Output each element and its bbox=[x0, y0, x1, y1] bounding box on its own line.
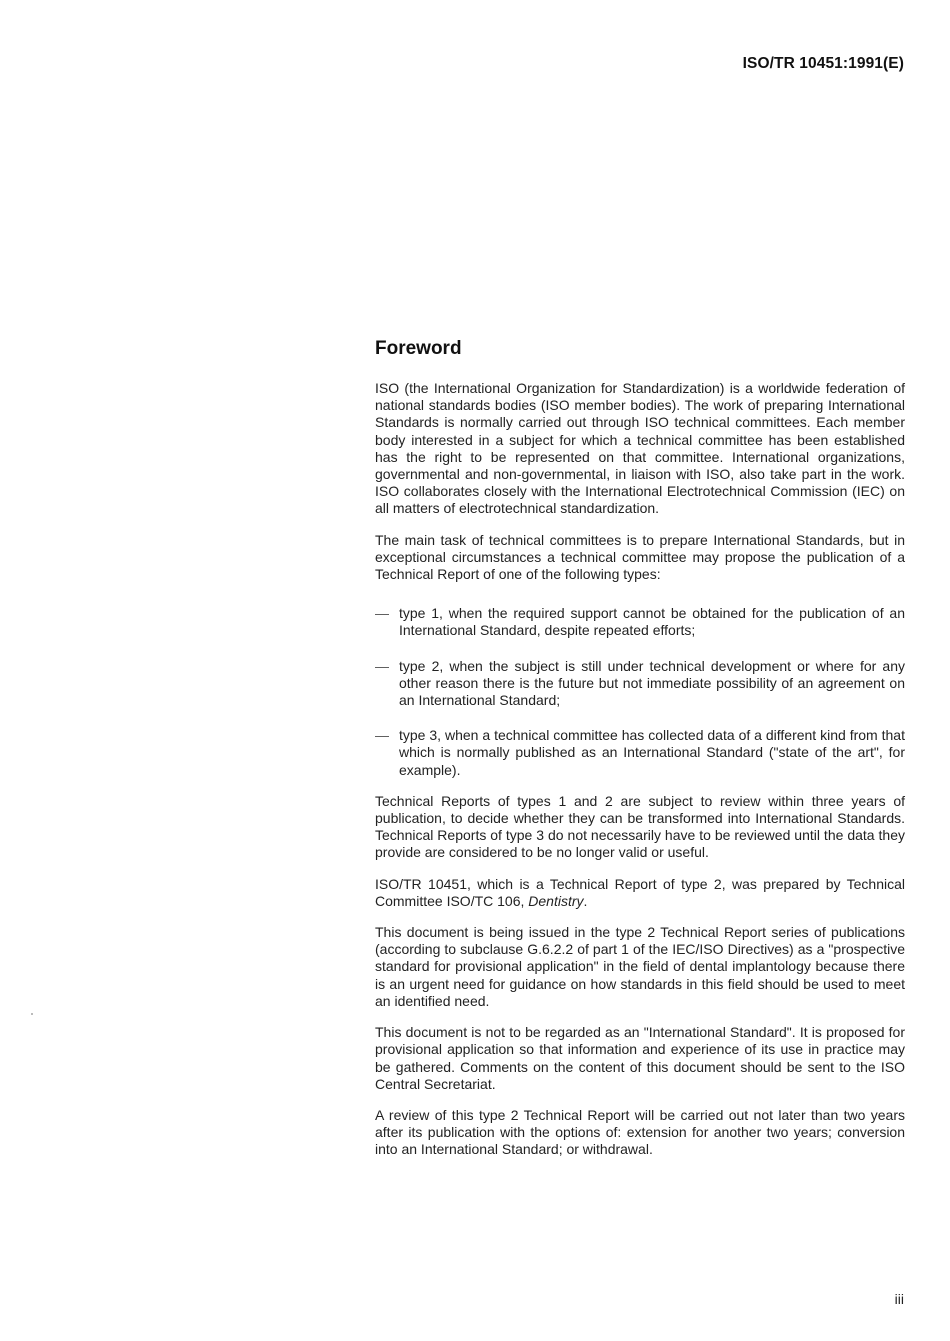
list-item-type-2 bbox=[375, 658, 905, 710]
scan-speck bbox=[31, 1013, 33, 1015]
page-number: iii bbox=[894, 1291, 904, 1307]
list-item-text: type 3, when a technical committee has collected data of a different kind from that which is normally published as an International Standard ("state of the art", for example). bbox=[399, 727, 905, 778]
paragraph-not-standard: This document is not to be regarded as an "International Standard". It is proposed for provisional application so that information and experience of its use in practice may be gathered. Comments on the content of this document should be sent to the ISO Central Secretariat. bbox=[375, 1024, 905, 1092]
dash-bullet: — bbox=[375, 727, 389, 744]
list-item-type-1 bbox=[375, 605, 905, 639]
dash-bullet: — bbox=[375, 605, 389, 622]
dash-bullet: — bbox=[375, 657, 389, 674]
document-identifier: ISO/TR 10451:1991(E) bbox=[742, 55, 904, 72]
paragraph-review-schedule: A review of this type 2 Technical Report will be carried out not later than two years after its publication with the options of: extension for another two years; conversion into an International Standard; or withdrawal. bbox=[375, 1106, 905, 1158]
committee-name: Dentistry bbox=[528, 892, 584, 909]
foreword-section bbox=[375, 338, 905, 1173]
prepared-by-end: . bbox=[583, 892, 588, 909]
list-item-text: type 1, when the required support cannot be obtained for the publication of an International Standard, despite repeated efforts; bbox=[399, 605, 905, 639]
list-item-text: type 2, when the subject is still under technical development or where for any other reason there is the future but not immediate possibility of an agreement on an International Standard; bbox=[399, 657, 905, 709]
list-item-type-3 bbox=[375, 727, 905, 779]
paragraph-prepared-by bbox=[375, 876, 905, 910]
prepared-by-text: ISO/TR 10451, which is a Technical Report of type 2, was prepared by Technical Committee ISO/TC 106, bbox=[375, 875, 905, 909]
paragraph-review: Technical Reports of types 1 and 2 are subject to review within three years of publication, to decide whether they can be transformed into International Standards. Technical Reports of type 3 do not necessarily have to be reviewed until the data they provide are considered to be no longer valid or useful. bbox=[375, 792, 905, 861]
paragraph-main-task: The main task of technical committees is to prepare International Standards, but in exceptional circumstances a technical committee may propose the publication of a Technical Report of one of the following types: bbox=[375, 531, 905, 583]
paragraph-issued: This document is being issued in the type 2 Technical Report series of publications (according to subclause G.6.2.2 of part 1 of the IEC/ISO Directives) as a "prospective standard for provisional application" in the field of dental implantology because there is an urgent need for guidance on how standards in this field should be used to meet an identified need. bbox=[375, 924, 905, 1009]
paragraph-iso-intro: ISO (the International Organization for Standardization) is a worldwide federation of national standards bodies (ISO member bodies). The work of preparing International Standards is normally carried out through ISO technical committees. Each member body interested in a subject for which a technical committee has been established has the right to be represented on that committee. International organizations, governmental and non-governmental, in liaison with ISO, also take part in the work. ISO collaborates closely with the International Electrotechnical Commission (IEC) on all matters of electrotechnical standardization. bbox=[375, 380, 905, 517]
page-title: Foreword bbox=[375, 338, 462, 359]
